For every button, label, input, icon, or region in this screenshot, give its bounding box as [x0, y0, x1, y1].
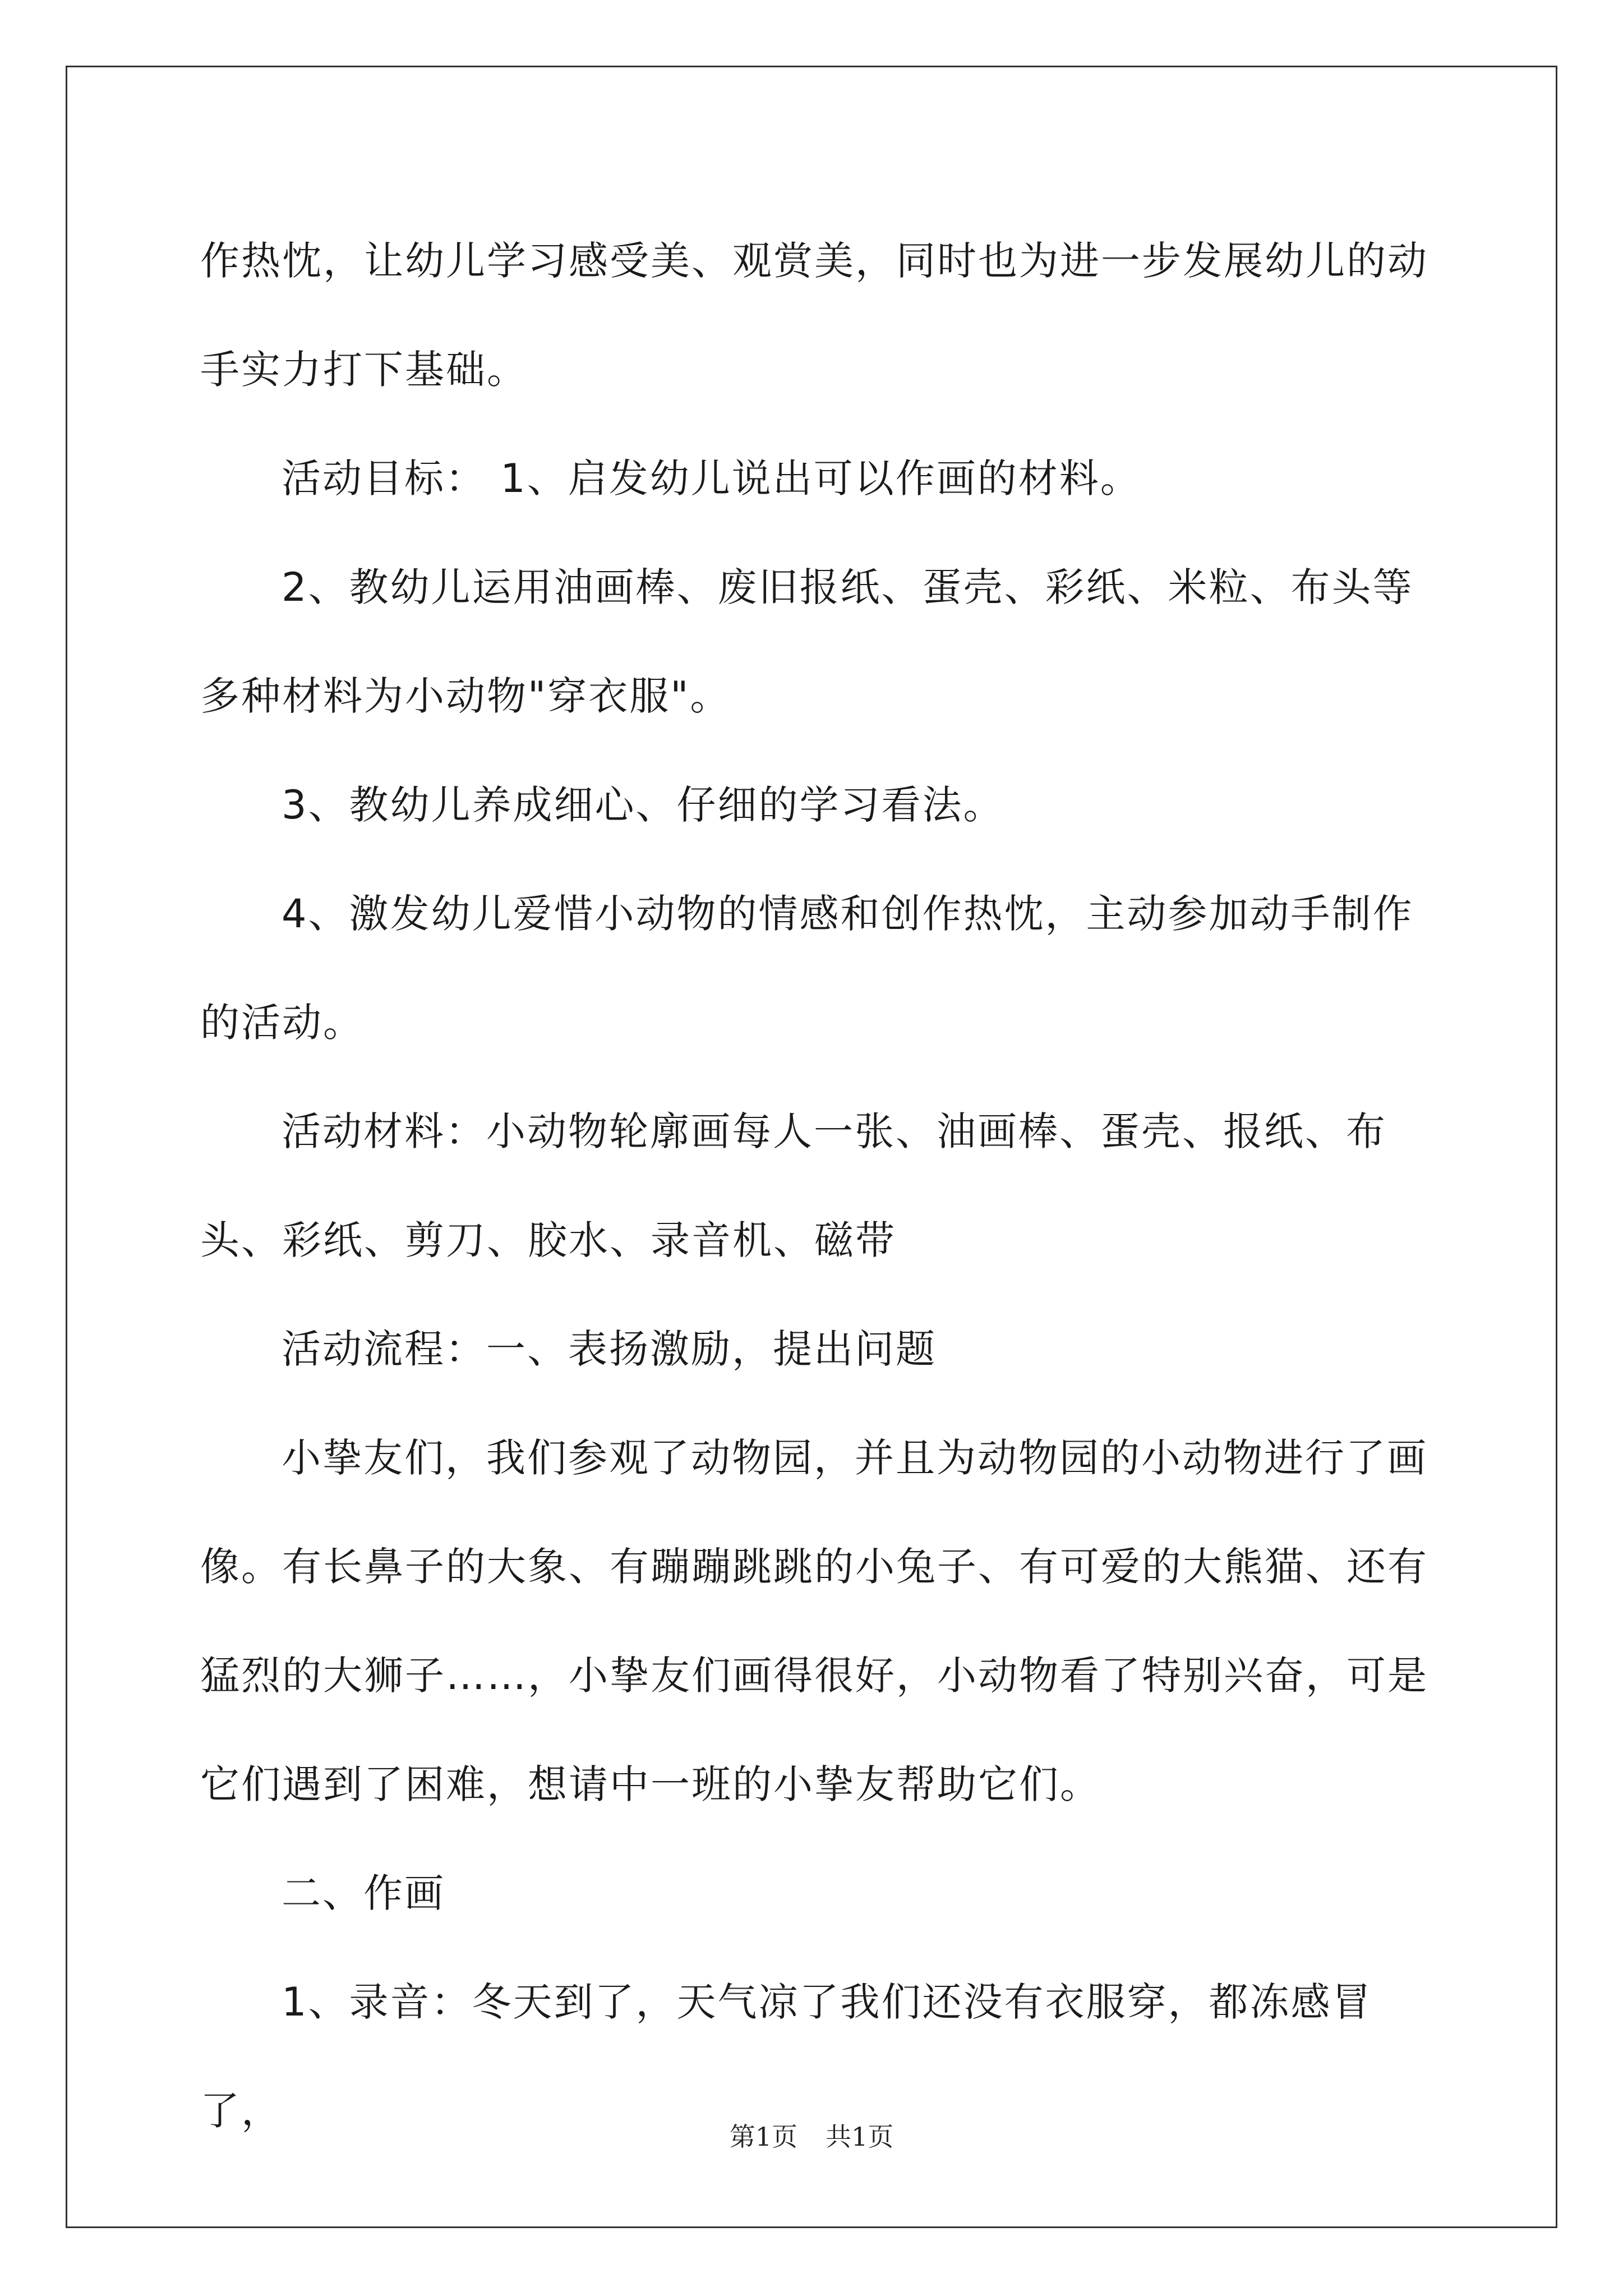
paragraph: 作热忱，让幼儿学习感受美、观赏美，同时也为进一步发展幼儿的动手实力打下基础。: [200, 238, 1428, 393]
paragraph: 3、教幼儿养成细心、仔细的学习看法。: [282, 782, 1004, 828]
paragraph: 二、作画: [282, 1870, 445, 1916]
document-body: [200, 206, 1451, 2165]
page-footer: [0, 2116, 1623, 2154]
paragraph: 活动目标： 1、启发幼儿说出可以作画的材料。: [282, 455, 1141, 501]
paragraph: 活动流程：一、表扬激励，提出问题: [282, 1326, 937, 1372]
paragraph: 小挚友们，我们参观了动物园，并且为动物园的小动物进行了画像。有长鼻子的大象、有蹦蹦跳跳的小兔子、有可爱的大熊猫、还有猛烈的大狮子……，小挚友们画得很好，小动物看了特别兴奋，可是它们遇到了困难，想请中一班的小挚友帮助它们。: [200, 1435, 1428, 1807]
paragraph: 1、录音：冬天到了，天气凉了我们还没有衣服穿，都冻感冒了，: [200, 1979, 1373, 2134]
paragraph: 活动材料：小动物轮廓画每人一张、油画棒、蛋壳、报纸、布头、彩纸、剪刀、胶水、录音机、磁带: [200, 1108, 1387, 1263]
page-total: 共1页: [826, 2122, 894, 2152]
page-number: 第1页: [729, 2122, 797, 2152]
paragraph: 2、教幼儿运用油画棒、废旧报纸、蛋壳、彩纸、米粒、布头等多种材料为小动物"穿衣服"。: [200, 564, 1414, 719]
paragraph: 4、激发幼儿爱惜小动物的情感和创作热忱，主动参加动手制作的活动。: [200, 891, 1414, 1046]
